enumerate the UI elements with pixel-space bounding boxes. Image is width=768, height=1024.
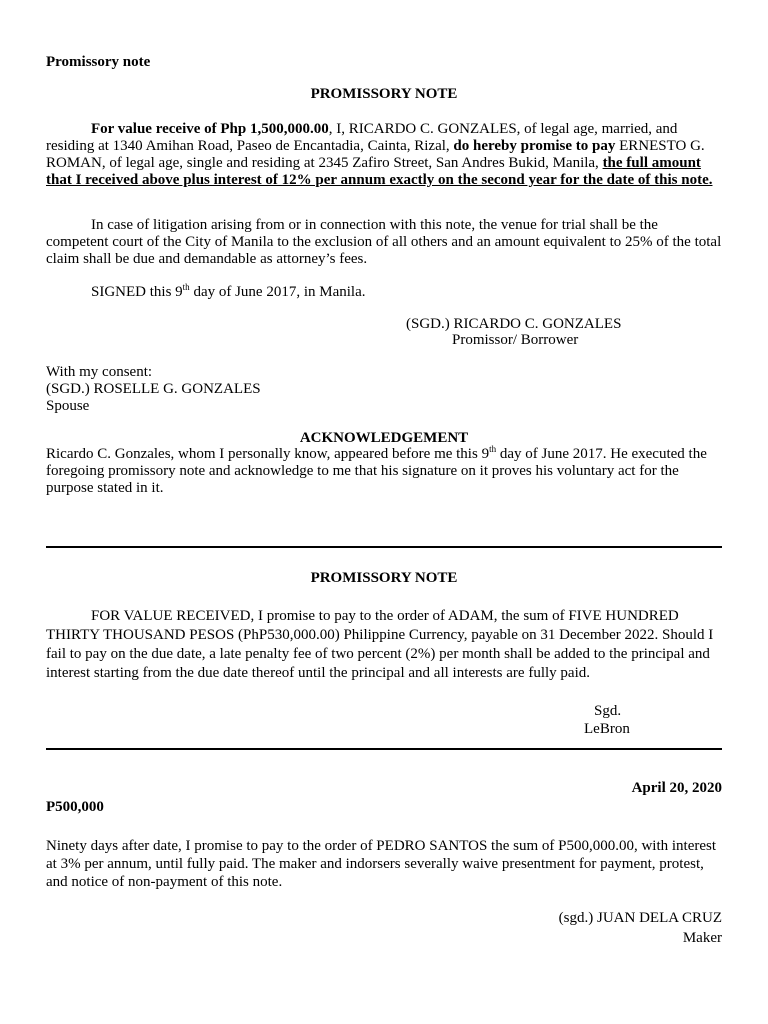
note2-sig-sgd: Sgd. [594,703,622,719]
note1-title: PROMISSORY NOTE [310,86,458,102]
ack-sup: th [489,444,497,454]
note2-body-text: FOR VALUE RECEIVED, I promise to pay to the order of ADAM, the sum of FIVE HUNDRED THIRTY THOUSAND PESOS (PhP530,000.00) Philippine Currency, payable on 31 December 2022. Should I fail to pay on the due date, a late penalty fee of two percent (2%) per month shall be added to the principal and interest starting from the due date thereof until the principal and all interests are fully paid. [46,608,714,681]
note2-sig-name: LeBron [584,721,630,737]
ack-body [46,446,722,497]
note1-payee-details: ERNESTO G. ROMAN, of legal age, single and residing at 2345 Zafiro Street, San Andres Bukid, Manila, [46,138,705,171]
note1-value-received: For value receive of Php 1,500,000.00 [91,121,329,137]
note1-paragraph-1 [46,121,722,189]
ack-text: Ricardo C. Gonzales, whom I personally know, appeared before me this 9 [46,446,490,462]
note1-signed-line [46,284,722,301]
note1-signer-name: (SGD.) RICARDO C. GONZALES [406,316,622,332]
note2-title: PROMISSORY NOTE [310,570,458,586]
note3-body: Ninety days after date, I promise to pay to the order of PEDRO SANTOS the sum of P500,000.00, with interest at 3% per annum, until fully paid. The maker and indorsers severally waive presentment for payment, protest, and notice of non-payment of this note. [46,838,717,890]
ack-title: ACKNOWLEDGEMENT [299,430,469,446]
note3-role: Maker [682,930,722,946]
ack-text-end: day of June 2017. He executed the foregoing promissory note and acknowledge to me that his signature on it proves his voluntary act for the purpose stated in it. [46,446,707,496]
signed-sup: th [182,282,190,292]
consent-name: (SGD.) ROSELLE G. GONZALES [46,381,261,397]
note3-amount: P500,000 [46,799,104,815]
note1-signer-role: Promissor/ Borrower [452,332,579,348]
note3-date: April 20, 2020 [631,780,722,796]
consent-role: Spouse [46,398,90,414]
note3-signer: (sgd.) JUAN DELA CRUZ [558,910,722,926]
signed-text: SIGNED this 9 [91,284,183,300]
divider [46,546,722,548]
consent-label: With my consent: [46,364,153,380]
note2-body [46,607,722,683]
divider [46,748,722,750]
document-label: Promissory note [46,54,151,70]
note1-promissor-details: , I, RICARDO C. GONZALES, of legal age, married, and residing at 1340 Amihan Road, Paseo de Encantadia, Cainta, Rizal, [46,121,678,154]
note1-venue-clause: In case of litigation arising from or in connection with this note, the venue for trial shall be the competent court of the City of Manila to the exclusion of all others and an amount equivalent to 25% of the total claim shall be due and demandable as attorney’s fees. [46,217,722,267]
note1-promise-phrase: do hereby promise to pay [453,138,616,154]
note1-paragraph-2 [46,217,722,268]
signed-text-end: day of June 2017, in Manila. [189,284,366,300]
note1-terms: the full amount that I received above plus interest of 12% per annum exactly on the second year for the date of this note. [46,155,713,188]
